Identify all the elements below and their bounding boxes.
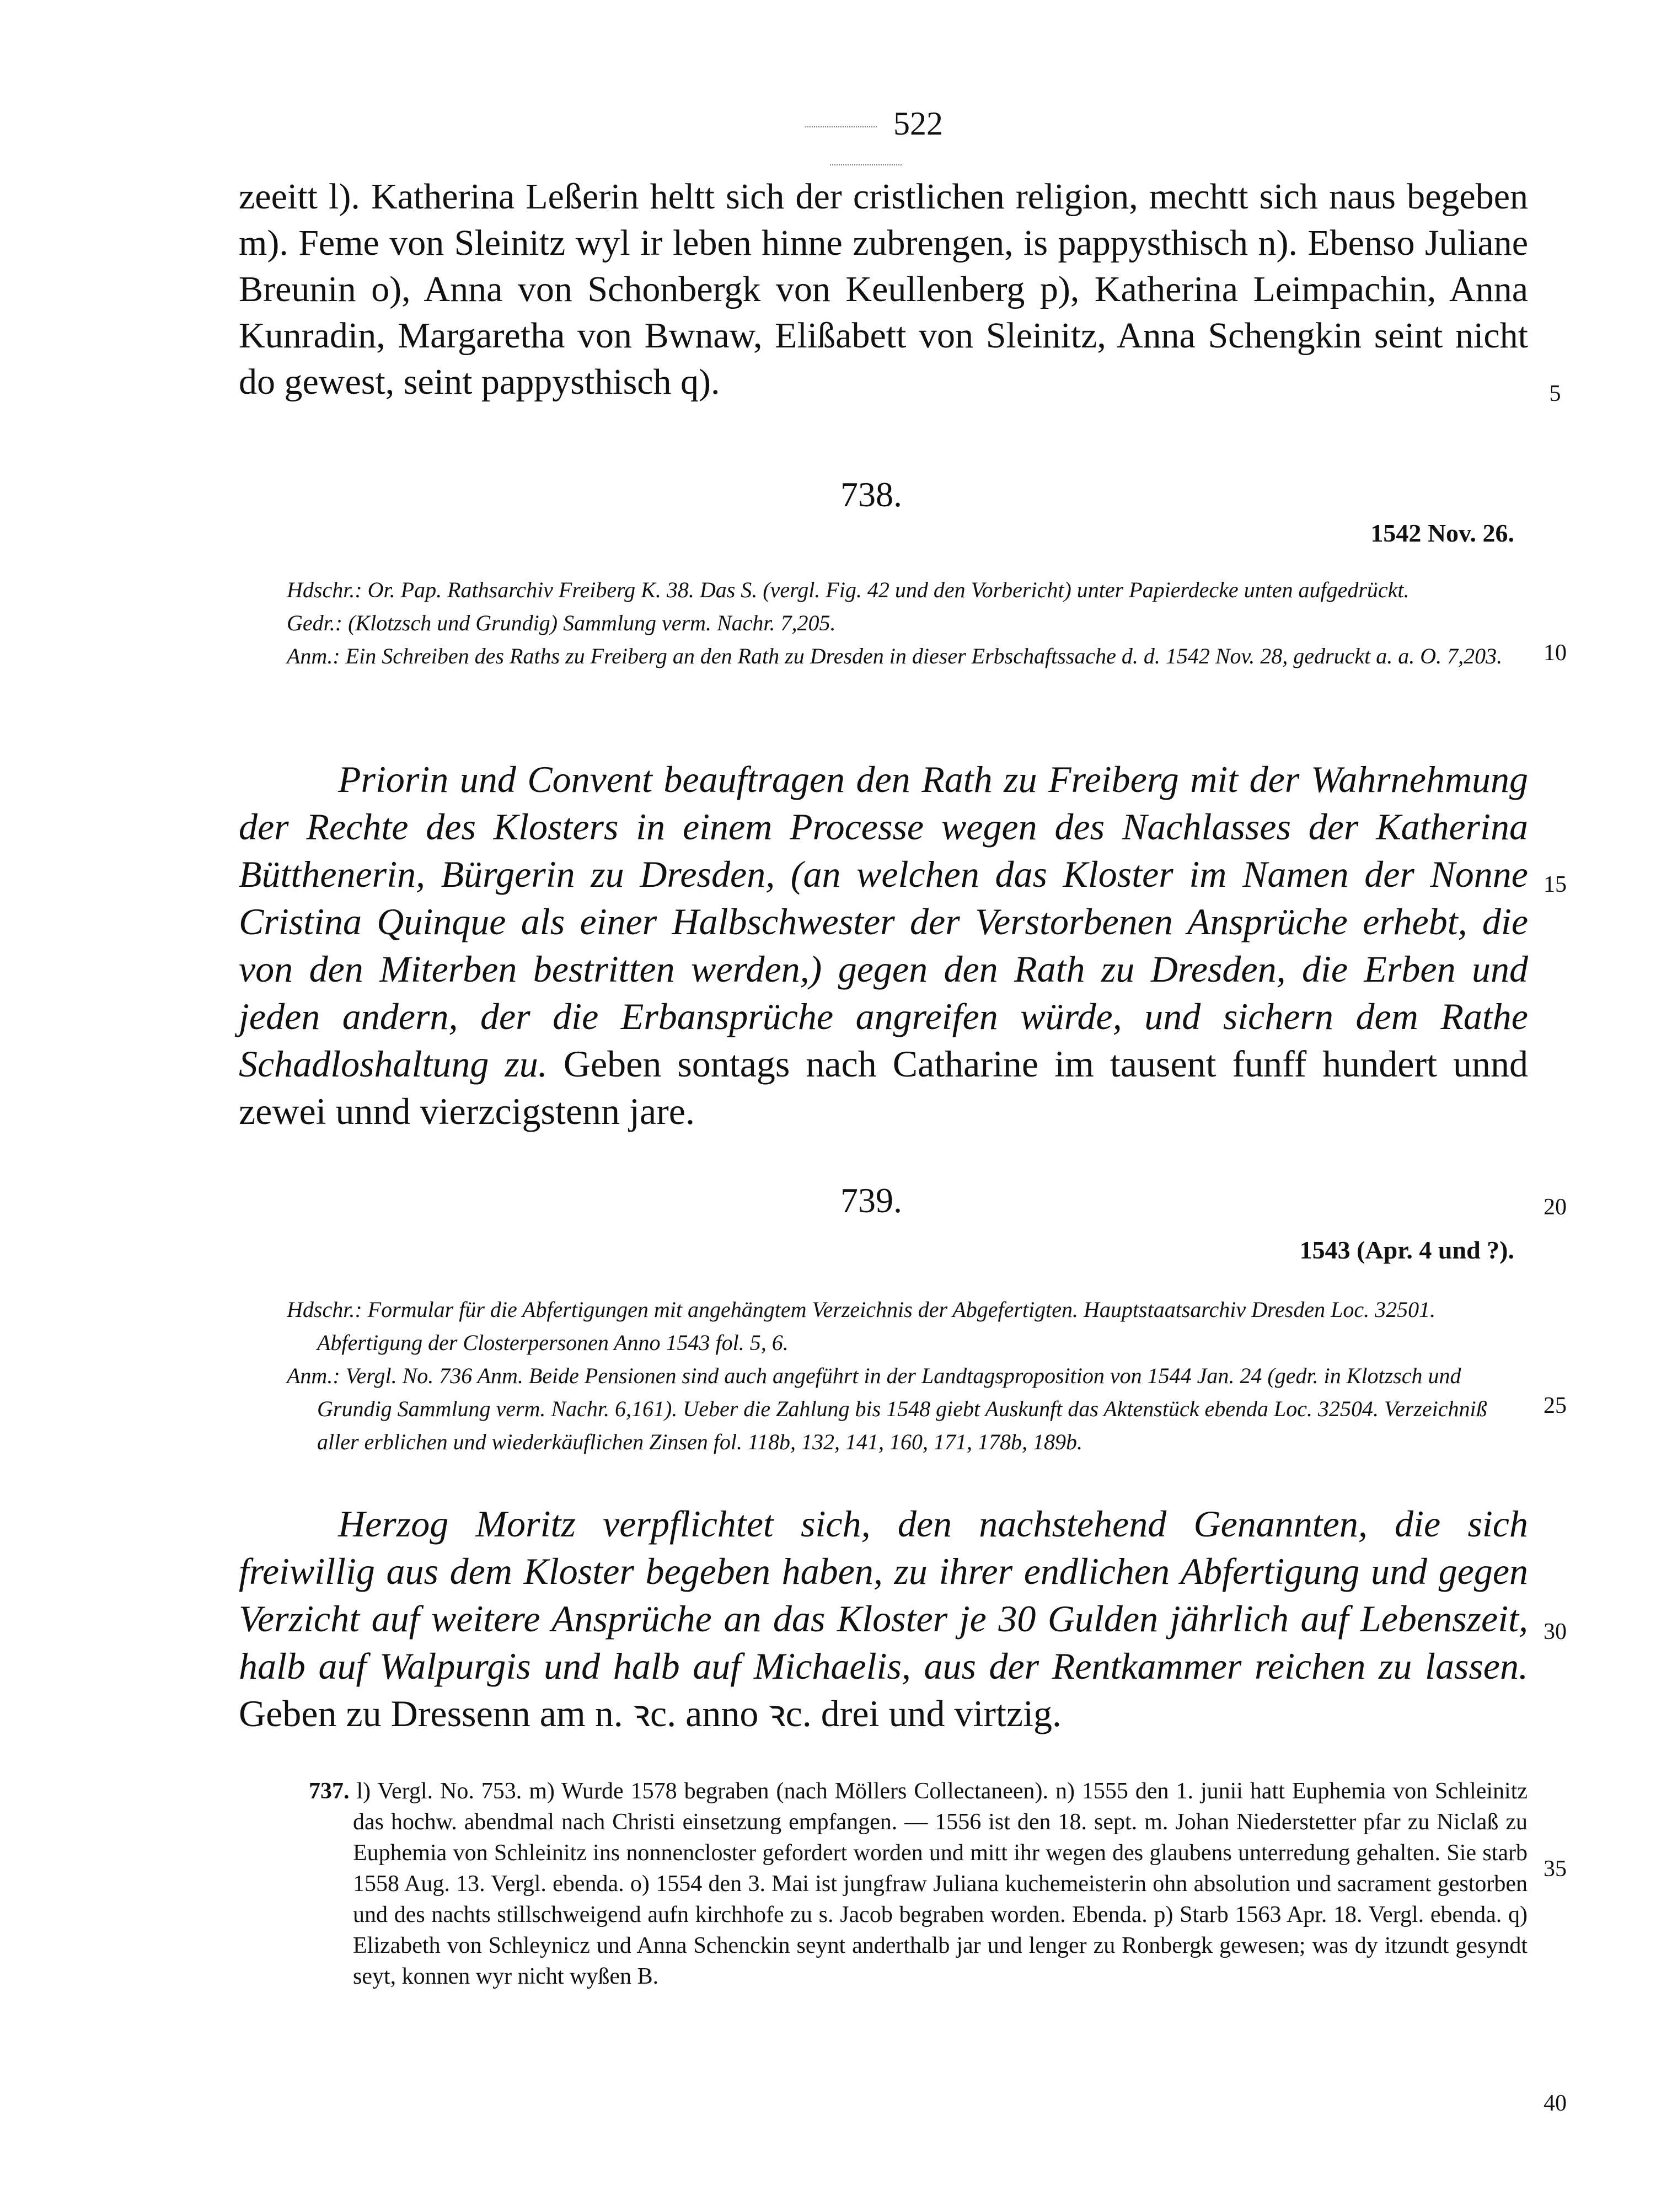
source-line: Gedr.: (Klotzsch und Grundig) Sammlung verm. Nachr. 7,205. xyxy=(287,610,836,635)
intro-paragraph: zeeitt l). Katherina Leßerin heltt sich der cristlichen religion, mechtt sich naus begeben m). Feme von Sleinitz wyl ir leben hinne zubrengen, is pappysthisch n). Ebenso Juliane Breunin o), Anna von Schonbergk von Keullenberg p), Katherina Leimpachin, Anna Kunradin, Margaretha von Bwnaw, Elißabett von Sleinitz, Anna Schengkin seint nicht do gewest, seint pappysthisch q). xyxy=(239,176,1528,402)
line-number: 10 xyxy=(1544,640,1567,666)
regest-summary: Herzog Moritz verpflichtet sich, den nachstehend Genannten, die sich freiwillig aus dem Kloster begeben haben, zu ihrer endlichen Abfertigung und gegen Verzicht auf weitere Ansprüche an das Kloster je 30 Gulden jährlich auf Lebenszeit, halb auf Walpurgis und halb auf Michaelis, aus der Rentkammer reichen zu lassen. xyxy=(239,1503,1528,1687)
source-line: Hdschr.: Formular für die Abfertigungen mit angehängtem Verzeichnis der Abgefertigten. Hauptstaatsarchiv Dresden Loc. 32501. Abfertigung der Closterpersonen Anno 1543 fol. 5, 6. xyxy=(287,1297,1436,1355)
document-number-739: 739. xyxy=(840,1181,902,1220)
line-number: 20 xyxy=(1544,1195,1567,1220)
document-number-738: 738. xyxy=(840,475,902,514)
regest-summary: Priorin und Convent beauftragen den Rath zu Freiberg mit der Wahrnehmung der Rechte des Klosters in einem Processe wegen des Nachlasses der Katherina Bütthenerin, Bürgerin zu Dresden, (an welchen das Kloster im Namen der Nonne Cristina Quinque als einer Halbschwester der Verstorbenen Ansprüche erhebt, die von den Miterben bestritten werden,) gegen den Rath zu Dresden, die Erben und jeden andern, der die Erbansprüche angreifen würde, und sichern dem Rathe Schadloshaltung zu. xyxy=(239,758,1528,1085)
page-number xyxy=(783,105,948,181)
line-number: 40 xyxy=(1544,2091,1567,2116)
source-line: Hdschr.: Or. Pap. Rathsarchiv Freiberg K. 38. Das S. (vergl. Fig. 42 und den Vorbericht) unter Papierdecke unten aufgedrückt. xyxy=(287,577,1410,602)
ornament-rule-left xyxy=(805,126,877,127)
source-notes-738 xyxy=(287,574,1528,673)
line-number: 15 xyxy=(1544,872,1567,897)
footnote-lead: 737. xyxy=(309,1779,350,1804)
regest-dating: Geben sontags nach Catharine im tausent funff hundert unnd zewei unnd vierzcigstenn jare. xyxy=(239,1043,1529,1132)
footnotes-737 xyxy=(309,1776,1528,1992)
page-number-text: 522 xyxy=(893,105,943,142)
regest-738 xyxy=(239,756,1528,1135)
document-date-739: 1543 (Apr. 4 und ?). xyxy=(1299,1236,1514,1264)
source-notes-739 xyxy=(287,1293,1528,1459)
line-number: 30 xyxy=(1544,1619,1567,1645)
line-number: 5 xyxy=(1549,381,1561,406)
document-date-738: 1542 Nov. 26. xyxy=(1370,519,1514,547)
regest-739 xyxy=(239,1500,1528,1737)
line-number: 25 xyxy=(1544,1393,1567,1418)
source-line: Anm.: Vergl. No. 736 Anm. Beide Pensionen sind auch angeführt in der Landtagsproposition von 1544 Jan. 24 (gedr. in Klotzsch und Grundig Sammlung verm. Nachr. 6,161). Ueber die Zahlung bis 1548 giebt Auskunft das Aktenstück ebenda Loc. 32504. Verzeichniß aller erblichen und wiederkäuflichen Zinsen fol. 118b, 132, 141, 160, 171, 178b, 189b. xyxy=(287,1363,1487,1454)
ornament-rule-right xyxy=(830,164,902,165)
source-line: Anm.: Ein Schreiben des Raths zu Freiberg an den Rath zu Dresden in dieser Erbschaftssache d. d. 1542 Nov. 28, gedruckt a. a. O. 7,203. xyxy=(287,644,1503,668)
regest-dating: Geben zu Dressenn am n. ꝛc. anno ꝛc. drei und virtzig. xyxy=(239,1693,1062,1734)
line-number: 35 xyxy=(1544,1856,1567,1882)
footnote-text: l) Vergl. No. 753. m) Wurde 1578 begraben (nach Möllers Collectaneen). n) 1555 den 1. junii hatt Euphemia von Schleinitz das hochw. abendmal nach Christi einsetzung empfangen. — 1556 ist den 18. sept. m. Johan Niederstetter pfar zu Niclaß zu Euphemia von Schleinitz ins nonnencloster gefordert worden und mitt ihr wegen des glaubens unterredung gehalten. Sie starb 1558 Aug. 13. Vergl. ebenda. o) 1554 den 3. Mai ist jungfraw Juliana kuchemeisterin ohn absolution und sacrament gestorben und des nachts stillschweigend aufn kirchhofe zu s. Jacob begraben worden. Ebenda. p) Starb 1563 Apr. 18. Vergl. ebenda. q) Elizabeth von Schleynicz und Anna Schenckin seynt anderthalb jar und lenger zu Ronbergk gewesen; was dy itzundt gesyndt seyt, konnen wyr nicht wyßen B. xyxy=(353,1779,1528,1989)
